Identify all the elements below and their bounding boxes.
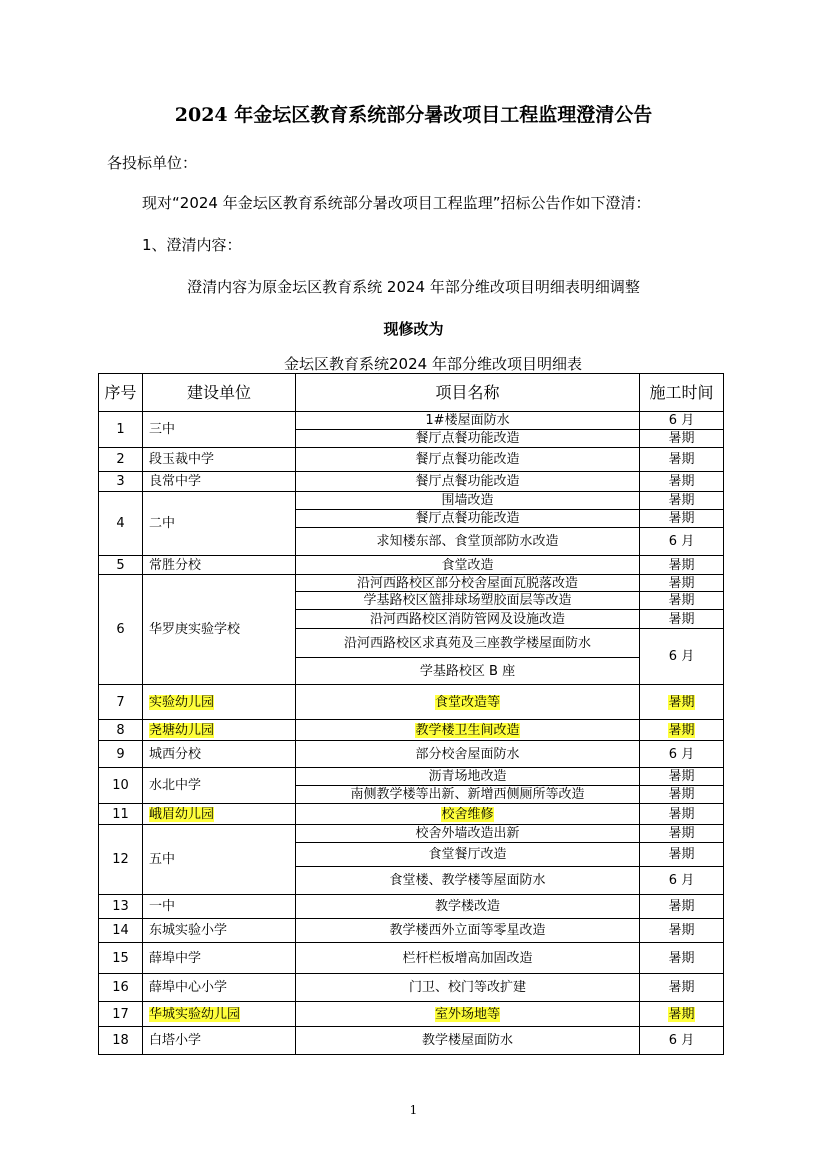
project-name bbox=[296, 843, 640, 867]
project-name-label: 沿河西路校区消防管网及设施改造 bbox=[369, 611, 565, 627]
construction-time-label: 暑期 bbox=[668, 511, 695, 526]
construction-unit-label: 三中 bbox=[149, 422, 176, 437]
project-name bbox=[296, 919, 640, 943]
table-row bbox=[99, 472, 724, 492]
project-name bbox=[296, 610, 640, 629]
project-name bbox=[296, 804, 640, 825]
table-row bbox=[99, 895, 724, 919]
project-name bbox=[296, 528, 640, 556]
project-name-label: 部分校舍屋面防水 bbox=[415, 746, 520, 762]
project-name-label: 沿河西路校区求真苑及三座教学楼屋面防水 bbox=[343, 635, 591, 651]
construction-unit bbox=[143, 768, 296, 804]
table-title: 金坛区教育系统2024 年部分维改项目明细表 bbox=[284, 355, 582, 373]
construction-time-label: 暑期 bbox=[668, 899, 695, 914]
construction-unit-label: 薛埠中心小学 bbox=[149, 980, 228, 995]
construction-time-label: 暑期 bbox=[668, 493, 695, 508]
construction-time bbox=[640, 556, 724, 575]
construction-time-label: 6 月 bbox=[668, 649, 695, 664]
construction-unit bbox=[143, 492, 296, 556]
construction-time-label: 暑期 bbox=[668, 980, 695, 995]
project-name bbox=[296, 895, 640, 919]
construction-unit-label: 常胜分校 bbox=[149, 557, 202, 573]
project-name-label: 餐厅点餐功能改造 bbox=[415, 452, 520, 467]
row-number: 12 bbox=[99, 825, 143, 895]
construction-time-label: 暑期 bbox=[668, 769, 695, 784]
construction-unit-label: 薛埠中学 bbox=[149, 950, 202, 966]
construction-time bbox=[640, 804, 724, 825]
construction-time bbox=[640, 592, 724, 610]
table-row bbox=[99, 804, 724, 825]
construction-unit-label: 峨眉幼儿园 bbox=[149, 806, 215, 822]
header-time: 施工时间 bbox=[640, 374, 724, 412]
project-name bbox=[296, 412, 640, 430]
project-name bbox=[296, 1027, 640, 1055]
construction-unit bbox=[143, 685, 296, 720]
construction-unit bbox=[143, 741, 296, 768]
project-name-label: 餐厅点餐功能改造 bbox=[415, 431, 520, 446]
construction-unit-label: 城西分校 bbox=[149, 746, 202, 762]
project-name bbox=[296, 472, 640, 492]
construction-unit-label: 华城实验幼儿园 bbox=[149, 1006, 241, 1022]
table-row bbox=[99, 448, 724, 472]
construction-unit bbox=[143, 895, 296, 919]
project-table bbox=[98, 373, 724, 1055]
construction-time bbox=[640, 528, 724, 556]
table-row bbox=[99, 1002, 724, 1027]
project-name bbox=[296, 556, 640, 575]
table-body bbox=[99, 412, 724, 1055]
row-number: 10 bbox=[99, 768, 143, 804]
row-number: 6 bbox=[99, 575, 143, 685]
construction-time-label: 暑期 bbox=[668, 950, 695, 966]
construction-unit bbox=[143, 575, 296, 685]
project-name-label: 校舍外墙改造出新 bbox=[415, 826, 520, 841]
table-row bbox=[99, 943, 724, 974]
row-number: 9 bbox=[99, 741, 143, 768]
row-number: 11 bbox=[99, 804, 143, 825]
project-name-label: 食堂改造等 bbox=[434, 694, 500, 710]
intro-paragraph: 现对“2024 年金坛区教育系统部分暑改项目工程监理”招标公告作如下澄清： bbox=[142, 194, 651, 212]
project-name bbox=[296, 741, 640, 768]
table-row bbox=[99, 741, 724, 768]
page-number: 1 bbox=[409, 1103, 418, 1117]
project-name bbox=[296, 575, 640, 592]
project-name bbox=[296, 448, 640, 472]
construction-unit bbox=[143, 720, 296, 741]
project-name-label: 教学楼卫生间改造 bbox=[415, 722, 520, 738]
table-row bbox=[99, 919, 724, 943]
row-number: 18 bbox=[99, 1027, 143, 1055]
construction-time bbox=[640, 1002, 724, 1027]
construction-time-label: 6 月 bbox=[668, 873, 695, 888]
row-number: 13 bbox=[99, 895, 143, 919]
clarification-text: 澄清内容为原金坛区教育系统 2024 年部分维改项目明细表明细调整 bbox=[187, 278, 640, 296]
project-name-label: 求知楼东部、食堂顶部防水改造 bbox=[376, 534, 559, 549]
project-name-label: 1#楼屋面防水 bbox=[425, 413, 510, 428]
project-name bbox=[296, 720, 640, 741]
table-row bbox=[99, 768, 724, 786]
project-name bbox=[296, 492, 640, 510]
construction-unit bbox=[143, 412, 296, 448]
table-row bbox=[99, 575, 724, 592]
project-name-label: 餐厅点餐功能改造 bbox=[415, 511, 520, 526]
table-row bbox=[99, 685, 724, 720]
construction-time bbox=[640, 610, 724, 629]
construction-time bbox=[640, 492, 724, 510]
row-number: 5 bbox=[99, 556, 143, 575]
construction-time bbox=[640, 448, 724, 472]
construction-unit-label: 五中 bbox=[149, 852, 176, 867]
construction-unit-label: 白塔小学 bbox=[149, 1033, 202, 1048]
construction-time bbox=[640, 843, 724, 867]
table-row bbox=[99, 825, 724, 843]
construction-time bbox=[640, 825, 724, 843]
construction-unit-label: 华罗庚实验学校 bbox=[149, 622, 241, 637]
project-name-label: 南侧教学楼等出新、新增西侧厕所等改造 bbox=[350, 787, 585, 802]
construction-unit bbox=[143, 472, 296, 492]
project-name bbox=[296, 685, 640, 720]
table-header-row bbox=[99, 374, 724, 412]
header-item: 项目名称 bbox=[296, 374, 640, 412]
construction-time-label: 6 月 bbox=[668, 1033, 695, 1048]
construction-time-label: 暑期 bbox=[668, 593, 695, 608]
construction-time-label: 暑期 bbox=[668, 611, 695, 627]
construction-time-label: 暑期 bbox=[668, 575, 695, 591]
construction-time-label: 暑期 bbox=[668, 557, 695, 573]
project-name bbox=[296, 786, 640, 804]
construction-time bbox=[640, 741, 724, 768]
project-name bbox=[296, 943, 640, 974]
project-name-label: 门卫、校门等改扩建 bbox=[408, 980, 526, 995]
construction-unit-label: 实验幼儿园 bbox=[149, 694, 215, 710]
construction-time-label: 暑期 bbox=[668, 431, 695, 446]
row-number: 3 bbox=[99, 472, 143, 492]
construction-time bbox=[640, 919, 724, 943]
construction-time bbox=[640, 685, 724, 720]
construction-unit-label: 尧塘幼儿园 bbox=[149, 722, 215, 738]
construction-time-label: 暑期 bbox=[668, 806, 695, 822]
construction-time-label: 6 月 bbox=[668, 413, 695, 428]
construction-time bbox=[640, 472, 724, 492]
salutation: 各投标单位： bbox=[107, 154, 198, 172]
construction-time bbox=[640, 974, 724, 1002]
project-name bbox=[296, 658, 640, 685]
project-name bbox=[296, 1002, 640, 1027]
construction-time bbox=[640, 430, 724, 448]
construction-time-label: 暑期 bbox=[668, 787, 695, 802]
table-row bbox=[99, 720, 724, 741]
construction-time-label: 暑期 bbox=[668, 474, 695, 489]
table-row bbox=[99, 974, 724, 1002]
construction-unit-label: 一中 bbox=[149, 899, 176, 914]
table-row bbox=[99, 412, 724, 430]
row-number: 4 bbox=[99, 492, 143, 556]
construction-time bbox=[640, 867, 724, 895]
construction-time bbox=[640, 895, 724, 919]
row-number: 16 bbox=[99, 974, 143, 1002]
construction-time-label: 暑期 bbox=[668, 452, 695, 467]
construction-unit bbox=[143, 974, 296, 1002]
project-name-label: 沥青场地改造 bbox=[428, 769, 507, 784]
table-row bbox=[99, 556, 724, 575]
project-name-label: 食堂餐厅改造 bbox=[428, 847, 507, 862]
construction-time-label: 暑期 bbox=[668, 1006, 695, 1022]
project-name bbox=[296, 510, 640, 528]
header-unit: 建设单位 bbox=[143, 374, 296, 412]
construction-time-label: 暑期 bbox=[668, 923, 695, 938]
construction-time bbox=[640, 768, 724, 786]
project-name-label: 沿河西路校区部分校舍屋面瓦脱落改造 bbox=[356, 575, 578, 591]
row-number: 17 bbox=[99, 1002, 143, 1027]
construction-unit bbox=[143, 804, 296, 825]
project-name bbox=[296, 974, 640, 1002]
project-name bbox=[296, 768, 640, 786]
row-number: 2 bbox=[99, 448, 143, 472]
project-name-label: 室外场地等 bbox=[434, 1006, 500, 1022]
project-name-label: 餐厅点餐功能改造 bbox=[415, 474, 520, 489]
project-name-label: 学基路校区篮排球场塑胶面层等改造 bbox=[363, 593, 572, 608]
project-name-label: 校舍维修 bbox=[441, 806, 494, 822]
construction-unit bbox=[143, 919, 296, 943]
construction-unit-label: 东城实验小学 bbox=[149, 923, 228, 938]
construction-unit bbox=[143, 556, 296, 575]
subtitle: 现修改为 bbox=[383, 320, 444, 338]
construction-time bbox=[640, 412, 724, 430]
construction-unit bbox=[143, 1002, 296, 1027]
project-name bbox=[296, 592, 640, 610]
construction-unit-label: 段玉裁中学 bbox=[149, 452, 215, 467]
construction-time-label: 暑期 bbox=[668, 847, 695, 862]
row-number: 8 bbox=[99, 720, 143, 741]
row-number: 14 bbox=[99, 919, 143, 943]
project-name bbox=[296, 867, 640, 895]
project-name-label: 食堂楼、教学楼等屋面防水 bbox=[389, 873, 546, 888]
construction-time-label: 暑期 bbox=[668, 826, 695, 841]
construction-time-label: 暑期 bbox=[668, 694, 695, 710]
construction-unit bbox=[143, 825, 296, 895]
project-name-label: 围墙改造 bbox=[441, 493, 494, 508]
construction-time bbox=[640, 510, 724, 528]
project-name bbox=[296, 825, 640, 843]
project-name bbox=[296, 430, 640, 448]
construction-unit-label: 水北中学 bbox=[149, 778, 202, 793]
project-name-label: 教学楼屋面防水 bbox=[421, 1033, 513, 1048]
construction-time bbox=[640, 629, 724, 685]
table-row bbox=[99, 1027, 724, 1055]
project-name bbox=[296, 629, 640, 658]
construction-time bbox=[640, 575, 724, 592]
construction-unit-label: 良常中学 bbox=[149, 474, 202, 489]
project-name-label: 学基路校区 B 座 bbox=[419, 663, 516, 679]
project-name-label: 栏杆栏板增高加固改造 bbox=[402, 950, 533, 966]
table-row bbox=[99, 492, 724, 510]
row-number: 15 bbox=[99, 943, 143, 974]
row-number: 1 bbox=[99, 412, 143, 448]
construction-time-label: 暑期 bbox=[668, 722, 695, 738]
construction-time-label: 6 月 bbox=[668, 534, 695, 549]
construction-unit bbox=[143, 943, 296, 974]
construction-time bbox=[640, 1027, 724, 1055]
construction-time bbox=[640, 786, 724, 804]
project-name-label: 教学楼改造 bbox=[434, 899, 500, 914]
project-name-label: 教学楼西外立面等零星改造 bbox=[389, 923, 546, 938]
construction-time-label: 6 月 bbox=[668, 746, 695, 762]
row-number: 7 bbox=[99, 685, 143, 720]
construction-unit bbox=[143, 448, 296, 472]
construction-time bbox=[640, 943, 724, 974]
construction-unit-label: 二中 bbox=[149, 516, 176, 531]
document-title: 2024 年金坛区教育系统部分暑改项目工程监理澄清公告 bbox=[174, 104, 653, 126]
construction-unit bbox=[143, 1027, 296, 1055]
construction-time bbox=[640, 720, 724, 741]
section-heading: 1、澄清内容： bbox=[142, 236, 242, 254]
project-name-label: 食堂改造 bbox=[441, 557, 494, 573]
header-no: 序号 bbox=[99, 374, 143, 412]
